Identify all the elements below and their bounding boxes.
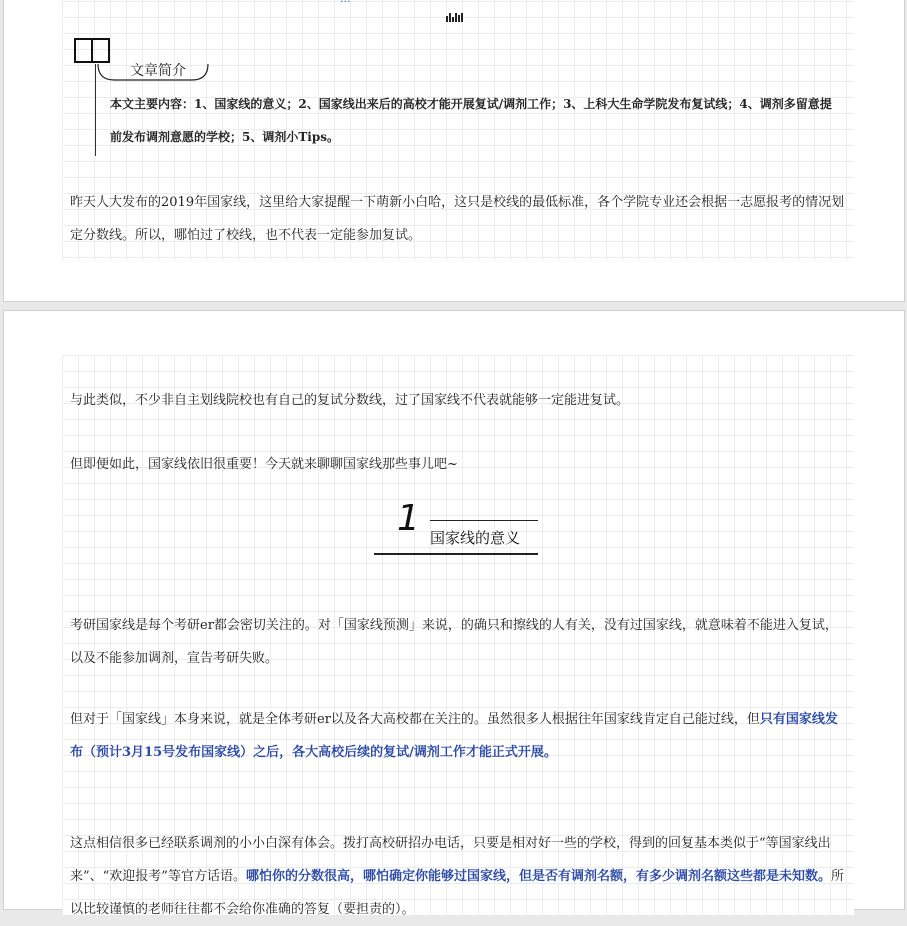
divider-icon xyxy=(446,13,466,22)
paragraph: 昨天人大发布的2019年国家线，这里给大家提醒一下萌新小白哈，这只是校线的最低标准，各个学院专业还会根据一志愿报考的情况划定分数线。所以，哪怕过了校线，也不代表一定能参加复试。 xyxy=(70,195,845,243)
paragraph-text: 这点相信很多已经联系调剂的小小白深有体会。拨打高校研招办电话，只要是相对好一些的学校，得到的回复基本类似于“等国家线出来”、“欢迎报考”等官方话语。 xyxy=(70,836,831,884)
paragraph-text: 所以比较谨慎的老师往往都不会给你准确的答复（要担责的）。 xyxy=(70,869,844,917)
section-number: 1 xyxy=(397,498,420,539)
emphasis-text: 哪怕你的分数很高，哪怕确定你能够过国家线，但是否有调剂名额，有多少调剂名额这些都是未知数。 xyxy=(245,869,831,884)
intro-summary: 本文主要内容：1、国家线的意义；2、国家线出来后的高校才能开展复试/调剂工作；3、上科大生命学院发布复试线；4、调剂多留意提前发布调剂意愿的学校；5、调剂小Tips。 xyxy=(110,97,832,144)
intro-title: 文章简介 xyxy=(130,63,186,79)
paragraph: 但即便如此，国家线依旧很重要！今天就来聊聊国家线那些事儿吧~ xyxy=(70,457,458,472)
paragraph xyxy=(70,827,845,926)
header-fragment xyxy=(340,0,580,2)
book-icon xyxy=(74,38,111,64)
paragraph: 考研国家线是每个考研er都会密切关注的。对「国家线预测」来说，的确只和擦线的人有关，没有过国家线，就意味着不能进入复试，以及不能参加调剂，宣告考研失败。 xyxy=(70,618,838,666)
section-underline xyxy=(374,553,538,555)
paragraph-text: 但对于「国家线」本身来说，就是全体考研er以及各大高校都在关注的。虽然很多人根据往年国家线肯定自己能过线，但 xyxy=(70,712,760,727)
paragraph xyxy=(70,703,845,769)
intro-vertical-rule xyxy=(95,64,96,156)
section-top-rule xyxy=(430,520,538,521)
paragraph: 与此类似，不少非自主划线院校也有自己的复试分数线，过了国家线不代表就能够一定能进复试。 xyxy=(70,393,630,408)
section-title: 国家线的意义 xyxy=(430,529,521,547)
emphasis-text: 只有国家线发布（预计3月15号发布国家线）之后，各大高校后续的复试/调剂工作才能正式开展。 xyxy=(70,712,838,760)
